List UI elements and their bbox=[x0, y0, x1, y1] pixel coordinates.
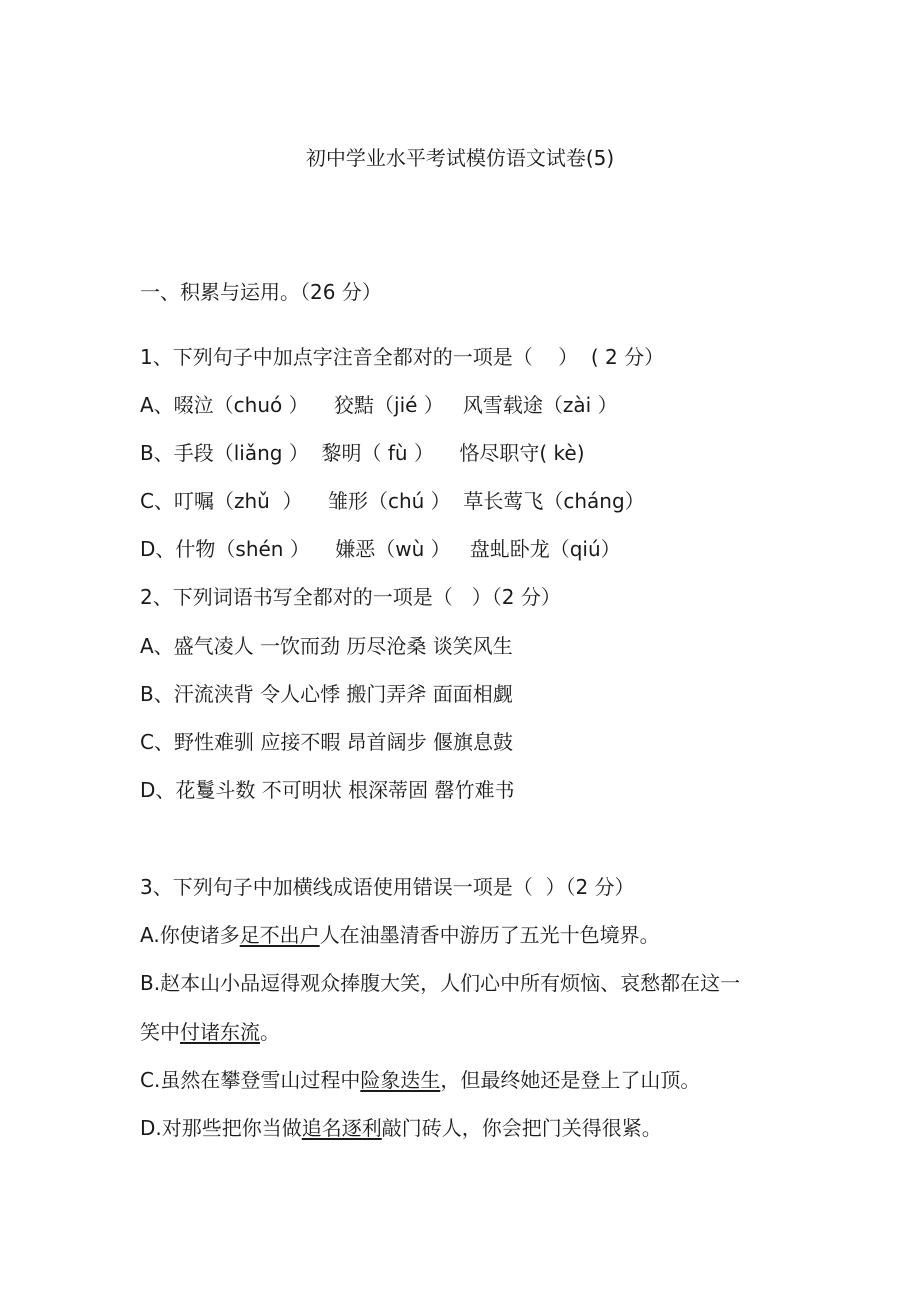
q3-d-prefix: D.对那些把你当做 bbox=[140, 1116, 302, 1140]
section-heading: 一、积累与运用。（26 分） bbox=[140, 280, 382, 304]
q2-option-a: A、盛气凌人 一饮而劲 历尽沧桑 谈笑风生 bbox=[140, 634, 513, 658]
q3-c-suffix: ，但最终她还是登上了山顶。 bbox=[440, 1068, 701, 1092]
exam-title: 初中学业水平考试模仿语文试卷(5) bbox=[305, 146, 615, 170]
q1-option-a: A、啜泣（chuó ） 狡黠（jié ） 风雪载途（zài ） bbox=[140, 393, 618, 417]
q3-b-idiom: 付诸东流 bbox=[180, 1020, 260, 1044]
q3-c-idiom: 险象迭生 bbox=[360, 1068, 441, 1092]
q3-b-prefix: 笑中 bbox=[140, 1020, 180, 1044]
q3-option-c bbox=[140, 1066, 700, 1094]
q3-option-b-line2 bbox=[140, 1018, 280, 1046]
q2-stem: 2、下列词语书写全都对的一项是（ ）（2 分） bbox=[140, 585, 561, 609]
q1-option-c: C、叮嘱（zhǔ ） 雏形（chú ） 草长莺飞（cháng） bbox=[140, 489, 645, 513]
q3-option-a bbox=[140, 921, 660, 949]
q3-a-idiom: 足不出户 bbox=[239, 923, 320, 947]
q2-option-c: C、野性难驯 应接不暇 昂首阔步 偃旗息鼓 bbox=[140, 730, 514, 754]
q3-stem: 3、下列句子中加横线成语使用错误一项是（ ）（2 分） bbox=[140, 875, 635, 899]
q1-stem: 1、下列句子中加点字注音全都对的一项是（ ） ( 2 分） bbox=[140, 345, 665, 369]
q3-a-suffix: 人在油墨清香中游历了五光十色境界。 bbox=[319, 923, 660, 947]
q1-option-b: B、手段（liǎng ） 黎明（ fù ） 恪尽职守( kè) bbox=[140, 441, 585, 465]
q3-option-b-line1: B.赵本山小品逗得观众捧腹大笑，人们心中所有烦恼、哀愁都在这一 bbox=[140, 971, 741, 995]
q3-d-idiom: 追名逐利 bbox=[301, 1116, 382, 1140]
q3-a-prefix: A.你使诸多 bbox=[140, 923, 240, 947]
q3-option-d bbox=[140, 1114, 662, 1142]
q3-d-suffix: 敲门砖人，你会把门关得很紧。 bbox=[381, 1116, 662, 1140]
q2-option-b: B、汗流浃背 令人心悸 搬门弄斧 面面相觑 bbox=[140, 682, 513, 706]
q3-b-suffix: 。 bbox=[260, 1020, 280, 1044]
q3-c-prefix: C.虽然在攀登雪山过程中 bbox=[140, 1068, 361, 1092]
q2-option-d: D、花鬘斗数 不可明状 根深蒂固 罄竹难书 bbox=[140, 778, 515, 802]
q1-option-d: D、什物（shén ） 嫌恶（wù ） 盘虬卧龙（qiú） bbox=[140, 537, 621, 561]
